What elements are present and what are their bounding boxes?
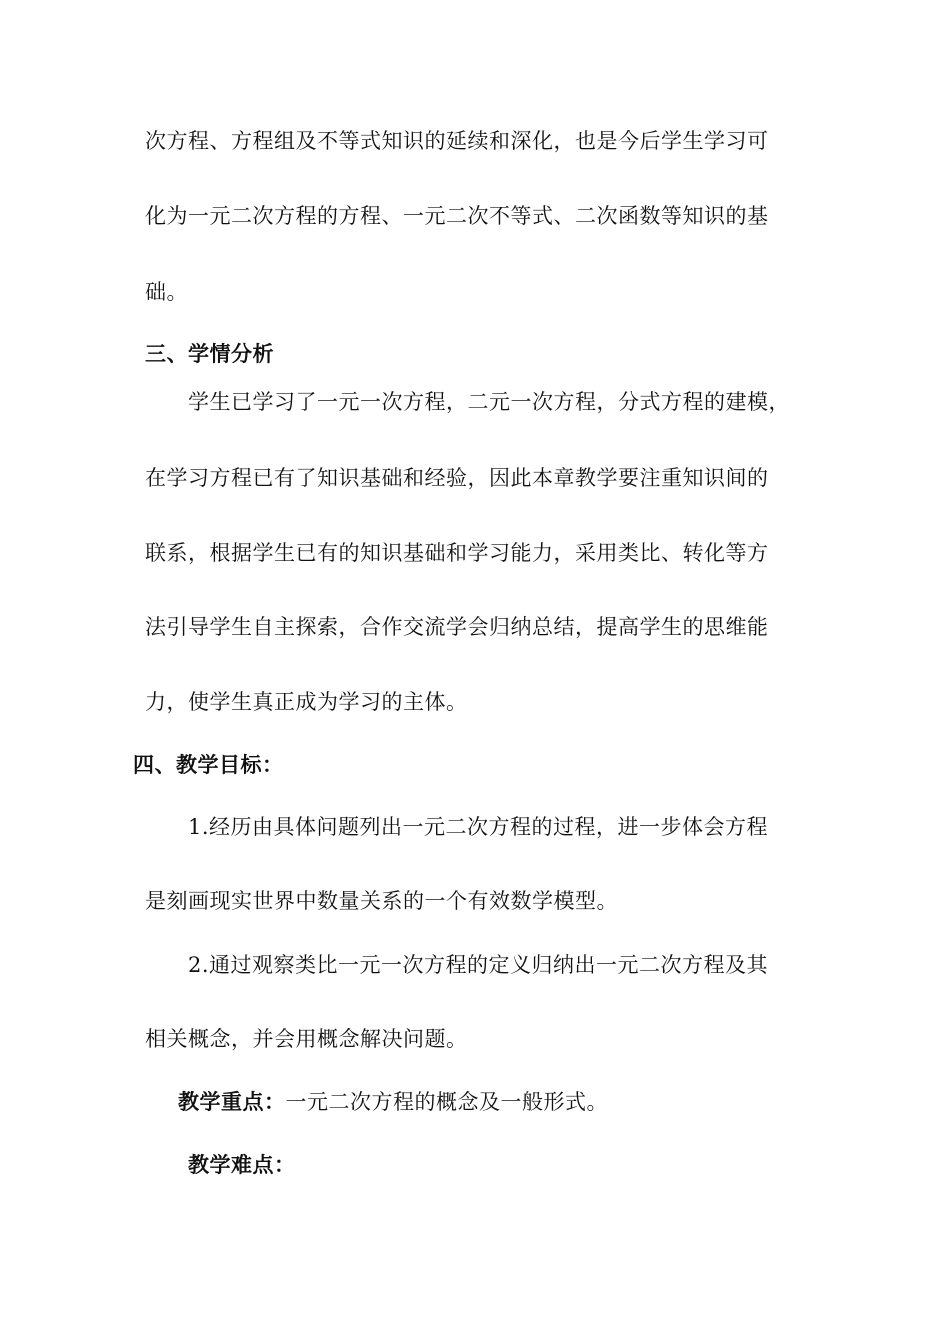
goal-2-line: 相关概念，并会用概念解决问题。 bbox=[145, 1027, 468, 1051]
difficult-point-label: 教学难点： bbox=[188, 1153, 296, 1177]
section-heading-4: 四、教学目标： bbox=[133, 753, 284, 777]
section-heading-3: 三、学情分析 bbox=[145, 342, 274, 366]
paragraph-line: 学生已学习了一元一次方程，二元一次方程，分式方程的建模， bbox=[188, 390, 790, 414]
paragraph-line: 联系，根据学生已有的知识基础和学习能力，采用类比、转化等方 bbox=[145, 541, 769, 565]
key-point bbox=[178, 1087, 608, 1117]
goal-1-line: 1.经历由具体问题列出一元二次方程的过程，进一步体会方程 bbox=[188, 815, 769, 839]
difficult-point bbox=[188, 1150, 296, 1180]
goal-2-line: 2.通过观察类比一元一次方程的定义归纳出一元二次方程及其 bbox=[188, 953, 769, 977]
key-point-label: 教学重点： bbox=[178, 1090, 286, 1114]
paragraph-line: 在学习方程已有了知识基础和经验，因此本章教学要注重知识间的 bbox=[145, 466, 769, 490]
paragraph-line: 化为一元二次方程的方程、一元二次不等式、二次函数等知识的基 bbox=[145, 204, 769, 228]
goal-1-line: 是刻画现实世界中数量关系的一个有效数学模型。 bbox=[145, 889, 618, 913]
paragraph-line: 法引导学生自主探索，合作交流学会归纳总结，提高学生的思维能 bbox=[145, 615, 769, 639]
key-point-text: 一元二次方程的概念及一般形式。 bbox=[285, 1090, 608, 1114]
paragraph-line: 次方程、方程组及不等式知识的延续和深化，也是今后学生学习可 bbox=[145, 129, 769, 153]
paragraph-line: 力，使学生真正成为学习的主体。 bbox=[145, 690, 468, 714]
paragraph-line: 础。 bbox=[145, 280, 188, 304]
